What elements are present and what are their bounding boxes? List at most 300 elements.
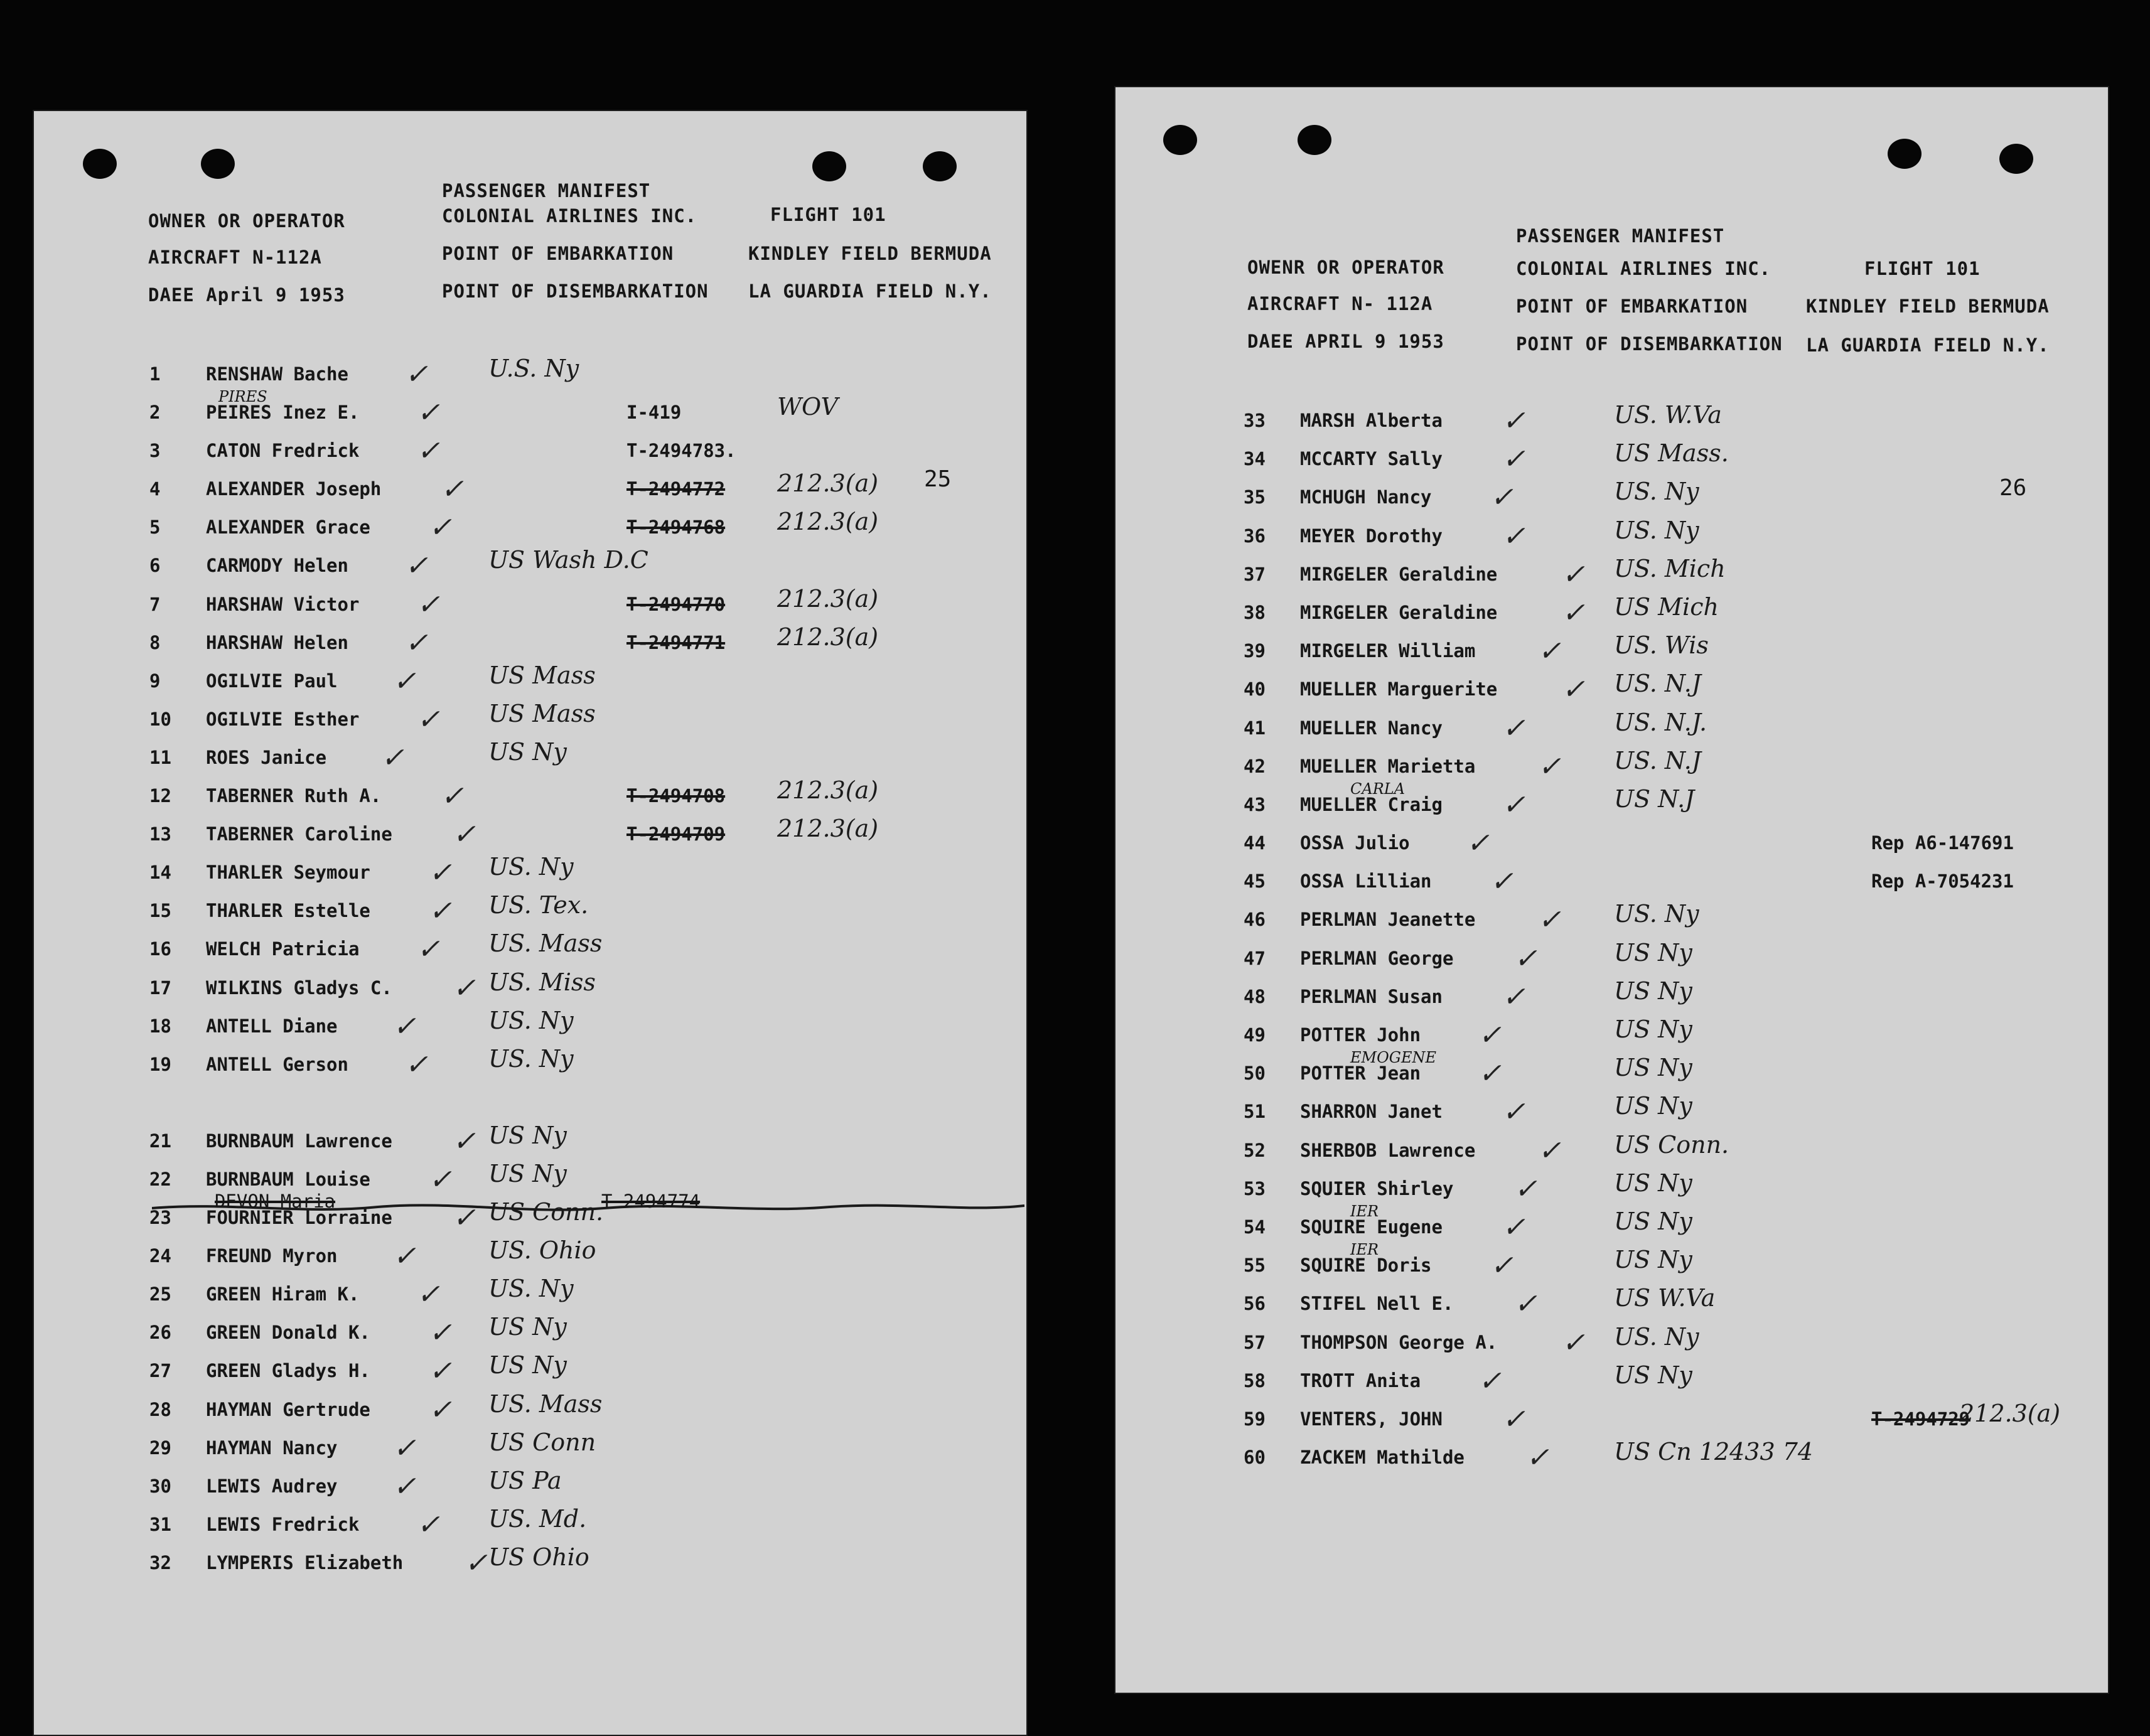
row-number: 6 [149, 555, 161, 577]
row-number: 15 [149, 900, 171, 922]
check-mark: ✓ [393, 665, 416, 697]
check-mark: ✓ [405, 550, 428, 582]
passenger-name: SHARRON Janet [1300, 1101, 1443, 1123]
row-number: 32 [149, 1551, 171, 1573]
passenger-name: BURNBAUM Lawrence [206, 1130, 392, 1152]
handwritten-code: 212.3(a) [777, 815, 879, 843]
passenger-name: SQUIER Shirley [1300, 1177, 1454, 1199]
row-number: 7 [149, 593, 161, 615]
passenger-name: WELCH Patricia [206, 938, 360, 960]
check-mark: ✓ [417, 703, 440, 736]
row-number: 25 [149, 1283, 171, 1305]
check-mark: ✓ [1538, 1134, 1561, 1167]
handwritten-citizenship: US. Wis [1614, 631, 1709, 660]
punch-hole [1888, 139, 1922, 169]
row-number: 48 [1244, 985, 1266, 1007]
check-mark: ✓ [453, 972, 476, 1004]
row-number: 38 [1244, 601, 1266, 623]
handwritten-citizenship: US Ny [1614, 1246, 1692, 1274]
check-mark: ✓ [429, 1317, 452, 1349]
passenger-name: GREEN Gladys H. [206, 1360, 370, 1382]
check-mark: ✓ [453, 1202, 476, 1235]
handwritten-correction: EMOGENE [1350, 1049, 1436, 1067]
check-mark: ✓ [1466, 827, 1490, 860]
struck-ticket-number: T-2494772 [626, 478, 726, 500]
manifest-page-right [1114, 86, 2109, 1694]
struck-ticket-number: T-2494729 [1871, 1408, 1970, 1430]
row-number: 14 [149, 862, 171, 884]
handwritten-citizenship: US. Ny [488, 1044, 574, 1073]
check-mark: ✓ [417, 1508, 440, 1541]
passenger-name: GREEN Hiram K. [206, 1283, 360, 1305]
passenger-row [1244, 780, 2097, 832]
handwritten-citizenship: US. Tex. [488, 891, 589, 919]
airline-name: COLONIAL AIRLINES INC. [1516, 258, 1771, 279]
handwritten-citizenship: US. Ny [488, 1275, 574, 1303]
row-number: 52 [1244, 1139, 1266, 1161]
handwritten-citizenship: US Wash D.C [488, 546, 648, 574]
check-mark: ✓ [1514, 1172, 1537, 1205]
handwritten-citizenship: US. N.J [1614, 746, 1701, 774]
passenger-row [149, 699, 1016, 747]
row-number: 50 [1244, 1063, 1266, 1085]
check-mark: ✓ [417, 397, 440, 429]
check-mark: ✓ [405, 626, 428, 659]
check-mark: ✓ [429, 857, 452, 889]
row-number: 27 [149, 1360, 171, 1382]
handwritten-citizenship: US. Ny [488, 1006, 574, 1034]
row-number: 2 [149, 402, 161, 424]
handwritten-citizenship: US Conn [488, 1428, 596, 1456]
owner-label: OWNER OR OPERATOR [148, 210, 345, 232]
handwritten-citizenship: US Ny [488, 1351, 567, 1380]
check-mark: ✓ [1490, 1250, 1513, 1282]
punch-hole [812, 151, 846, 181]
handwritten-code: 212.3(a) [1959, 1399, 2061, 1427]
crossed-out-ticket: T-2494774 [601, 1191, 701, 1212]
struck-ticket-number: T-2494708 [626, 785, 726, 807]
handwritten-citizenship: US Ny [1614, 1361, 1692, 1389]
row-number: 10 [149, 708, 171, 730]
handwritten-citizenship: US. W.Va [1614, 401, 1722, 429]
handwritten-citizenship: US. N.J. [1614, 708, 1707, 736]
typed-document-number: Rep A-7054231 [1871, 871, 2014, 892]
passenger-name: FREUND Myron [206, 1245, 338, 1267]
handwritten-citizenship: US. Ny [488, 853, 574, 881]
handwritten-citizenship: US N.J [1614, 785, 1695, 813]
passenger-row [149, 968, 1016, 1015]
typed-document-number: I-419 [626, 402, 682, 424]
check-mark: ✓ [429, 1355, 452, 1388]
punch-hole [201, 149, 235, 179]
handwritten-citizenship: US Ny [488, 1313, 567, 1341]
passenger-name: ALEXANDER Grace [206, 517, 370, 538]
passenger-name: MIRGELER Geraldine [1300, 601, 1498, 623]
row-number: 11 [149, 746, 171, 768]
passenger-row [149, 815, 1016, 862]
passenger-row [149, 1428, 1016, 1476]
handwritten-citizenship: US Ohio [488, 1543, 589, 1571]
row-number: 60 [1244, 1447, 1266, 1469]
check-mark: ✓ [405, 358, 428, 390]
struck-ticket-number: T-2494770 [626, 593, 726, 615]
passenger-name: OGILVIE Esther [206, 708, 360, 730]
handwritten-citizenship: US Ny [1614, 1207, 1692, 1235]
check-mark: ✓ [1502, 980, 1525, 1013]
passenger-name: RENSHAW Bache [206, 363, 348, 385]
aircraft-id: AIRCRAFT N-112A [148, 247, 322, 268]
disembarkation-label: POINT OF DISEMBARKATION [442, 281, 709, 302]
struck-ticket-number: T-2494768 [626, 517, 726, 538]
check-mark: ✓ [1490, 865, 1513, 898]
page-number: 26 [1999, 475, 2027, 501]
passenger-row [149, 355, 1016, 402]
handwritten-citizenship: US Cn 12433 74 [1614, 1438, 1814, 1466]
row-number: 55 [1244, 1255, 1266, 1277]
passenger-name: THARLER Seymour [206, 862, 370, 884]
passenger-name: MUELLER Marguerite [1300, 678, 1498, 700]
row-number: 29 [149, 1437, 171, 1459]
manifest-date: DAEE April 9 1953 [148, 284, 345, 306]
passenger-name: SQUIRE Eugene [1300, 1216, 1443, 1238]
passenger-name: CARMODY Helen [206, 555, 348, 577]
check-mark: ✓ [1538, 750, 1561, 783]
passenger-name: MUELLER Nancy [1300, 717, 1443, 739]
handwritten-code: 212.3(a) [777, 623, 879, 651]
passenger-row [149, 1236, 1016, 1283]
check-mark: ✓ [417, 1278, 440, 1311]
disembarkation-place: LA GUARDIA FIELD N.Y. [1806, 335, 2050, 356]
passenger-name: HARSHAW Victor [206, 593, 360, 615]
handwritten-citizenship: US. Md. [488, 1504, 587, 1533]
handwritten-citizenship: US Mass [488, 661, 596, 689]
check-mark: ✓ [1514, 1288, 1537, 1321]
passenger-row [1244, 827, 2097, 871]
embarkation-label: POINT OF EMBARKATION [442, 243, 674, 264]
check-mark: ✓ [1502, 405, 1525, 437]
handwritten-code: 212.3(a) [777, 584, 879, 613]
handwritten-citizenship: US Ny [1614, 1092, 1692, 1120]
handwritten-citizenship: US Ny [488, 1159, 567, 1187]
handwritten-citizenship: US. Mich [1614, 554, 1726, 582]
struck-ticket-number: T-2494771 [626, 631, 726, 653]
check-mark: ✓ [1478, 1058, 1502, 1090]
handwritten-citizenship: US. Ny [1614, 1322, 1699, 1351]
embarkation-place: KINDLEY FIELD BERMUDA [1806, 296, 2050, 317]
handwritten-citizenship: US Ny [1614, 1015, 1692, 1043]
passenger-row [149, 1092, 1016, 1130]
row-number: 28 [149, 1398, 171, 1420]
row-number: 45 [1244, 871, 1266, 892]
handwritten-citizenship: US. Ny [1614, 900, 1699, 928]
aircraft-id: AIRCRAFT N- 112A [1247, 293, 1433, 314]
struck-ticket-number: T-2494709 [626, 823, 726, 845]
handwritten-citizenship: US Ny [488, 737, 567, 766]
passenger-name: MCHUGH Nancy [1300, 486, 1432, 508]
check-mark: ✓ [1502, 1403, 1525, 1435]
handwritten-citizenship: US Mich [1614, 592, 1719, 621]
handwritten-citizenship: US Ny [488, 1121, 567, 1149]
passenger-name: PERLMAN Jeanette [1300, 909, 1476, 931]
handwritten-citizenship: US Conn. [1614, 1130, 1729, 1159]
row-number: 8 [149, 631, 161, 653]
punch-hole [1999, 144, 2033, 174]
manifest-title: PASSENGER MANIFEST [442, 180, 651, 201]
check-mark: ✓ [1562, 558, 1585, 591]
handwritten-citizenship: US. Ny [1614, 478, 1699, 506]
passenger-name: CATON Fredrick [206, 440, 360, 462]
punch-hole [1163, 125, 1197, 155]
check-mark: ✓ [393, 1010, 416, 1042]
embarkation-label: POINT OF EMBARKATION [1516, 296, 1748, 317]
passenger-name: ROES Janice [206, 746, 327, 768]
check-mark: ✓ [429, 1393, 452, 1426]
handwritten-citizenship: US. Mass [488, 930, 603, 958]
passenger-row [149, 1543, 1016, 1590]
handwritten-citizenship: US. Ny [1614, 516, 1699, 544]
passenger-name: ANTELL Gerson [206, 1053, 348, 1075]
check-mark: ✓ [453, 818, 476, 851]
passenger-name: PERLMAN Susan [1300, 985, 1443, 1007]
check-mark: ✓ [1502, 712, 1525, 744]
handwritten-citizenship: US Ny [1614, 938, 1692, 967]
passenger-list [1244, 401, 2097, 1485]
passenger-row [149, 1313, 1016, 1360]
owner-label: OWENR OR OPERATOR [1247, 257, 1444, 278]
passenger-row [149, 1275, 1016, 1322]
row-number: 18 [149, 1015, 171, 1037]
handwritten-correction: CARLA [1350, 780, 1406, 798]
passenger-name: STIFEL Nell E. [1300, 1293, 1454, 1315]
handwritten-correction: IER [1350, 1202, 1379, 1220]
check-mark: ✓ [417, 435, 440, 468]
handwritten-citizenship: US Ny [1614, 1054, 1692, 1082]
row-number: 43 [1244, 793, 1266, 815]
check-mark: ✓ [393, 1240, 416, 1273]
handwritten-correction: IER [1350, 1241, 1379, 1259]
row-number: 4 [149, 478, 161, 500]
passenger-name: HAYMAN Nancy [206, 1437, 338, 1459]
check-mark: ✓ [441, 780, 464, 813]
row-number: 30 [149, 1475, 171, 1497]
passenger-name: MIRGELER Geraldine [1300, 563, 1498, 585]
row-number: 42 [1244, 755, 1266, 777]
typed-document-number: Rep A6-147691 [1871, 832, 2014, 854]
passenger-name: BURNBAUM Louise [206, 1168, 370, 1190]
handwritten-citizenship: US. Miss [488, 968, 596, 996]
passenger-row [149, 776, 1016, 823]
row-number: 46 [1244, 909, 1266, 931]
punch-hole [1298, 125, 1331, 155]
passenger-name: MUELLER Craig [1300, 793, 1443, 815]
passenger-row [149, 388, 1016, 440]
check-mark: ✓ [465, 1546, 488, 1579]
row-number: 12 [149, 785, 171, 807]
check-mark: ✓ [1502, 1211, 1525, 1243]
row-number: 3 [149, 440, 161, 462]
check-mark: ✓ [429, 895, 452, 928]
passenger-name: ANTELL Diane [206, 1015, 338, 1037]
punch-hole [923, 151, 957, 181]
passenger-name: MCCARTY Sally [1300, 448, 1443, 470]
check-mark: ✓ [1562, 596, 1585, 629]
passenger-name: GREEN Donald K. [206, 1322, 370, 1344]
row-number: 40 [1244, 678, 1266, 700]
handwritten-code: 212.3(a) [777, 508, 879, 536]
row-number: 39 [1244, 640, 1266, 662]
passenger-name: POTTER John [1300, 1024, 1421, 1046]
passenger-name: HAYMAN Gertrude [206, 1398, 370, 1420]
handwritten-correction: PIRES [218, 388, 267, 406]
passenger-name: MARSH Alberta [1300, 410, 1443, 431]
handwritten-citizenship: U.S. Ny [488, 355, 579, 382]
check-mark: ✓ [1538, 635, 1561, 668]
passenger-name: TABERNER Ruth A. [206, 785, 382, 807]
check-mark: ✓ [1562, 1326, 1585, 1359]
passenger-row [149, 584, 1016, 632]
row-number: 5 [149, 517, 161, 538]
check-mark: ✓ [1502, 1096, 1525, 1128]
passenger-name: OSSA Julio [1300, 832, 1410, 854]
passenger-list [149, 355, 1016, 1590]
passenger-row [149, 469, 1016, 517]
check-mark: ✓ [393, 1432, 416, 1464]
passenger-name: SQUIRE Doris [1300, 1255, 1432, 1277]
passenger-row [149, 435, 1016, 478]
passenger-name: ALEXANDER Joseph [206, 478, 382, 500]
handwritten-code: WOV [777, 393, 838, 421]
flight-number: FLIGHT 101 [1864, 258, 1981, 279]
check-mark: ✓ [1538, 904, 1561, 936]
passenger-name: WILKINS Gladys C. [206, 977, 392, 999]
check-mark: ✓ [417, 588, 440, 621]
row-number: 44 [1244, 832, 1266, 854]
handwritten-citizenship: US Ny [1614, 977, 1692, 1005]
passenger-name: ZACKEM Mathilde [1300, 1447, 1465, 1469]
handwritten-citizenship: US. N.J [1614, 670, 1701, 698]
passenger-name: TABERNER Caroline [206, 823, 392, 845]
passenger-row [149, 1121, 1016, 1169]
passenger-name: SHERBOB Lawrence [1300, 1139, 1476, 1161]
passenger-name: POTTER Jean [1300, 1063, 1421, 1085]
handwritten-citizenship: US W.Va [1614, 1284, 1716, 1312]
row-number: 17 [149, 977, 171, 999]
row-number: 21 [149, 1130, 171, 1152]
passenger-name: FOURNIER Lorraine [206, 1207, 392, 1229]
row-number: 33 [1244, 410, 1266, 431]
row-number: 36 [1244, 525, 1266, 547]
check-mark: ✓ [453, 1125, 476, 1157]
handwritten-citizenship: US. Mass [488, 1390, 603, 1418]
row-number: 19 [149, 1053, 171, 1075]
passenger-row [149, 546, 1016, 593]
page-number: 25 [924, 466, 952, 492]
passenger-name: PEIRES Inez E. [206, 402, 360, 424]
passenger-name: PERLMAN George [1300, 947, 1454, 969]
passenger-name: LEWIS Audrey [206, 1475, 338, 1497]
row-number: 26 [149, 1322, 171, 1344]
passenger-name: HARSHAW Helen [206, 631, 348, 653]
check-mark: ✓ [417, 933, 440, 966]
check-mark: ✓ [1526, 1442, 1549, 1474]
row-number: 1 [149, 363, 161, 385]
check-mark: ✓ [429, 512, 452, 544]
passenger-name: THOMPSON George A. [1300, 1331, 1498, 1353]
check-mark: ✓ [1502, 520, 1525, 552]
row-number: 34 [1244, 448, 1266, 470]
passenger-name: TROTT Anita [1300, 1369, 1421, 1391]
manifest-date: DAEE APRIL 9 1953 [1247, 331, 1444, 352]
check-mark: ✓ [429, 1163, 452, 1196]
handwritten-citizenship: US Mass [488, 699, 596, 727]
passenger-name: OGILVIE Paul [206, 670, 338, 692]
handwritten-citizenship: US. Ohio [488, 1236, 596, 1265]
check-mark: ✓ [1514, 942, 1537, 975]
handwritten-citizenship: US Conn. [488, 1198, 604, 1226]
check-mark: ✓ [1490, 481, 1513, 514]
handwritten-code: 212.3(a) [777, 469, 879, 498]
row-number: 37 [1244, 563, 1266, 585]
row-number: 31 [149, 1513, 171, 1535]
check-mark: ✓ [1562, 673, 1585, 706]
passenger-row [149, 1006, 1016, 1054]
check-mark: ✓ [441, 473, 464, 506]
passenger-name: MEYER Dorothy [1300, 525, 1443, 547]
crossed-out-name: DEVON Maria [215, 1191, 336, 1212]
flight-number: FLIGHT 101 [770, 204, 886, 225]
check-mark: ✓ [381, 741, 404, 774]
row-number: 22 [149, 1168, 171, 1190]
check-mark: ✓ [393, 1470, 416, 1503]
handwritten-citizenship: US Pa [488, 1466, 562, 1494]
typed-document-number: T-2494783. [626, 440, 736, 462]
passenger-row [1244, 1438, 2097, 1485]
row-number: 16 [149, 938, 171, 960]
check-mark: ✓ [405, 1048, 428, 1081]
row-number: 47 [1244, 947, 1266, 969]
handwritten-citizenship: US Mass. [1614, 439, 1729, 468]
row-number: 23 [149, 1207, 171, 1229]
disembarkation-place: LA GUARDIA FIELD N.Y. [748, 281, 992, 302]
passenger-name: LEWIS Fredrick [206, 1513, 360, 1535]
row-number: 9 [149, 670, 161, 692]
manifest-title: PASSENGER MANIFEST [1516, 225, 1725, 247]
passenger-name: OSSA Lillian [1300, 871, 1432, 892]
passenger-name: MIRGELER William [1300, 640, 1476, 662]
row-number: 13 [149, 823, 171, 845]
punch-hole [83, 149, 117, 179]
passenger-row [149, 1044, 1016, 1092]
airline-name: COLONIAL AIRLINES INC. [442, 205, 697, 227]
row-number: 51 [1244, 1101, 1266, 1123]
passenger-name: THARLER Estelle [206, 900, 370, 922]
row-number: 59 [1244, 1408, 1266, 1430]
row-number: 56 [1244, 1293, 1266, 1315]
passenger-name: LYMPERIS Elizabeth [206, 1551, 404, 1573]
check-mark: ✓ [1502, 443, 1525, 476]
passenger-row [149, 737, 1016, 785]
row-number: 49 [1244, 1024, 1266, 1046]
check-mark: ✓ [1478, 1019, 1502, 1051]
embarkation-place: KINDLEY FIELD BERMUDA [748, 243, 992, 264]
row-number: 41 [1244, 717, 1266, 739]
check-mark: ✓ [1478, 1364, 1502, 1397]
row-number: 58 [1244, 1369, 1266, 1391]
check-mark: ✓ [1502, 788, 1525, 821]
disembarkation-label: POINT OF DISEMBARKATION [1516, 333, 1783, 355]
handwritten-code: 212.3(a) [777, 776, 879, 805]
passenger-name: MUELLER Marietta [1300, 755, 1476, 777]
